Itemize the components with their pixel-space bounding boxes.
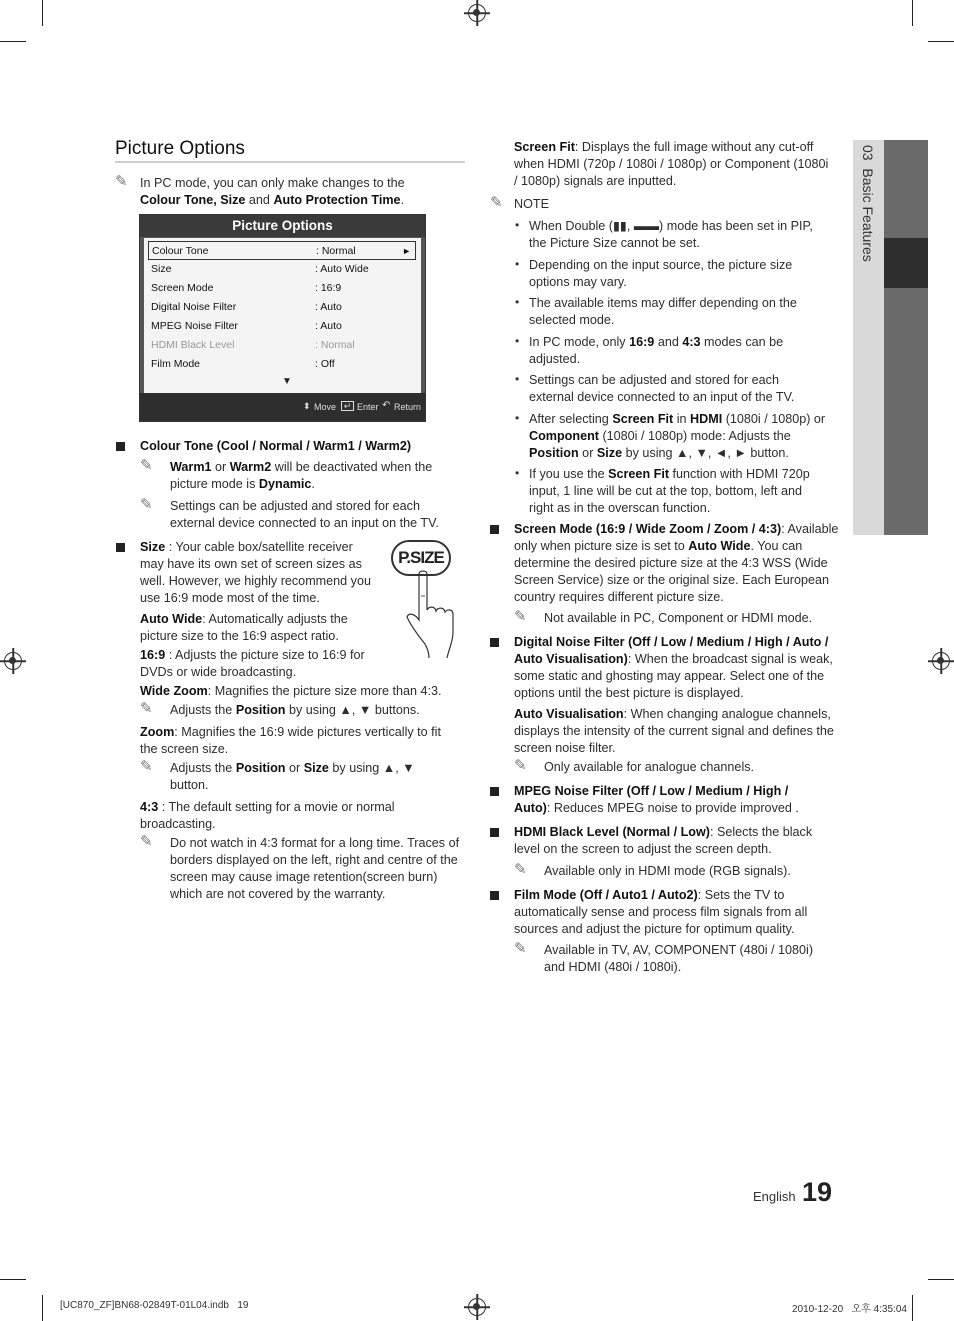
note-icon: ✎ — [514, 608, 527, 625]
note-icon: ✎ — [490, 194, 503, 211]
down-arrow-icon: ▼ — [282, 376, 292, 387]
bullet-square — [490, 828, 499, 837]
osd-row-digital-noise-filter[interactable]: Digital Noise Filter : Auto — [151, 301, 342, 313]
osd-row-film-mode[interactable]: Film Mode : Off — [151, 358, 335, 370]
note-icon: ✎ — [140, 457, 153, 474]
note-icon: ✎ — [115, 173, 128, 190]
auto-visualisation-paragraph: Auto Visualisation: When changing analogue channels, displays the intensity of the current signal and defines the screen noise filter. — [514, 707, 834, 755]
footer-file-name: [UC870_ZF]BN68-02849T-01L04.indb 19 — [60, 1300, 249, 1311]
screen-fit-paragraph: Screen Fit: Displays the full image without any cut-off when HDMI (720p / 1080i / 1080p) or Component (1080i / 1080p) signals are inputted. — [514, 140, 829, 188]
bullet-dot: • — [515, 218, 520, 232]
section-title: Picture Options — [115, 138, 245, 159]
size-paragraph: Size : Your cable box/satellite receiver may have its own set of screen sizes as well. However, we highly recommend you use 16:9 mode most of the time. — [140, 540, 371, 605]
registration-mark-icon — [932, 652, 950, 670]
mpeg-noise-filter-paragraph: MPEG Noise Filter (Off / Low / Medium / High / Auto): Reduces MPEG noise to provide improved . — [514, 784, 799, 815]
osd-menu-list — [144, 238, 421, 393]
bullet-dot: • — [515, 466, 520, 480]
osd-footer — [140, 393, 425, 421]
note-icon: ✎ — [140, 833, 153, 850]
colour-tone-note-1: Warm1 or Warm2 will be deactivated when the picture mode is Dynamic. — [170, 460, 433, 491]
chapter-title: Basic Features — [860, 168, 876, 262]
psize-button-illustration: P.SIZE — [391, 540, 451, 576]
osd-move-label: Move — [314, 402, 337, 412]
right-arrow-icon: ► — [402, 246, 411, 256]
note-bullet-2: Depending on the input source, the picture size options may vary. — [529, 258, 793, 289]
ratio-4-3-paragraph: 4:3 : The default setting for a movie or normal broadcasting. — [140, 800, 395, 831]
note-bullet-7: If you use the Screen Fit function with HDMI 720p input, 1 line will be cut at the top, bottom, left and right as in the overscan function. — [529, 467, 810, 515]
auto-wide-paragraph: Auto Wide: Automatically adjusts the picture size to the 16:9 aspect ratio. — [140, 612, 348, 643]
bullet-square — [490, 525, 499, 534]
title-rule — [115, 161, 465, 163]
hand-pointer-icon — [405, 568, 467, 660]
zoom-paragraph: Zoom: Magnifies the 16:9 wide pictures vertically to fit the screen size. — [140, 725, 441, 756]
footer-timestamp: 2010-12-20 오후 4:35:04 — [792, 1304, 907, 1315]
ratio-4-3-note: Do not watch in 4:3 format for a long time. Traces of borders displayed on the left, right and centre of the screen may cause image retention(screen burn) which are not covered by the warranty. — [170, 836, 460, 901]
crop-mark — [42, 0, 43, 26]
return-icon: ↶ — [382, 400, 391, 411]
film-mode-note: Available in TV, AV, COMPONENT (480i / 1080i) and HDMI (480i / 1080i). — [544, 943, 814, 974]
note-bullet-4: In PC mode, only 16:9 and 4:3 modes can be adjusted. — [529, 335, 784, 366]
film-mode-paragraph: Film Mode (Off / Auto1 / Auto2): Sets the TV to automatically sense and process film signals from all sources and adjust the picture for optimum quality. — [514, 888, 808, 936]
note-label: NOTE — [514, 197, 549, 211]
note-icon: ✎ — [514, 861, 527, 878]
digital-noise-filter-paragraph: Digital Noise Filter (Off / Low / Medium / High / Auto / Auto Visualisation): When the broadcast signal is weak, some static and ghosting may appear. Select one of the options until the best picture is displayed. — [514, 635, 833, 700]
bullet-square — [490, 891, 499, 900]
zoom-note: Adjusts the Position or Size by using ▲, ▼ button. — [170, 761, 415, 792]
enter-icon: ↵ — [341, 401, 354, 411]
note-bullet-3: The available items may differ depending on the selected mode. — [529, 296, 797, 327]
chapter-label — [860, 145, 896, 295]
crop-mark — [42, 1295, 43, 1321]
bullet-dot: • — [515, 334, 520, 348]
ratio-16-9-paragraph: 16:9 : Adjusts the picture size to 16:9 for DVDs or wide broadcasting. — [140, 648, 365, 679]
colour-tone-note-2: Settings can be adjusted and stored for each external device connected to an input on the TV. — [170, 499, 439, 530]
bullet-dot: • — [515, 257, 520, 271]
registration-mark-icon — [4, 652, 22, 670]
note-icon: ✎ — [140, 700, 153, 717]
osd-return-label: Return — [394, 402, 422, 412]
note-bullet-1: When Double (▮▮, ▬▬) mode has been set in PIP, the Picture Size cannot be set. — [529, 219, 813, 250]
screen-mode-note: Not available in PC, Component or HDMI mode. — [544, 611, 813, 625]
bullet-square — [490, 638, 499, 647]
wide-zoom-note: Adjusts the Position by using ▲, ▼ buttons. — [170, 703, 420, 717]
footer-language: English — [753, 1189, 796, 1204]
osd-enter-label: Enter — [357, 402, 379, 412]
bullet-square — [116, 442, 125, 451]
screen-mode-paragraph: Screen Mode (16:9 / Wide Zoom / Zoom / 4:3): Available only when picture size is set to Auto Wide. You can determine the desired picture size at the 4:3 WSS (Wide Screen Service) size or the original size. Each European country requires different picture size. — [514, 522, 839, 604]
bullet-dot: • — [515, 372, 520, 386]
crop-mark — [912, 0, 913, 26]
note-icon: ✎ — [514, 757, 527, 774]
note-bullet-5: Settings can be adjusted and stored for each external device connected to an input of the TV. — [529, 373, 795, 404]
registration-mark-icon — [468, 1298, 486, 1316]
note-icon: ✎ — [140, 758, 153, 775]
crop-mark — [0, 41, 26, 42]
osd-row-size[interactable]: Size : Auto Wide — [151, 263, 369, 275]
osd-title: Picture Options — [140, 215, 425, 237]
note-bullet-6: After selecting Screen Fit in HDMI (1080i / 1080p) or Component (1080i / 1080p) mode: Adjusts the Position or Size by using ▲, ▼, ◄, ► button. — [529, 412, 826, 460]
bullet-dot: • — [515, 295, 520, 309]
osd-row-mpeg-noise-filter[interactable]: MPEG Noise Filter : Auto — [151, 320, 342, 332]
move-icon: ⬍ — [303, 401, 311, 411]
crop-mark — [928, 41, 954, 42]
osd-row-hdmi-black-level: HDMI Black Level : Normal — [151, 339, 355, 351]
bullet-square — [490, 787, 499, 796]
note-icon: ✎ — [140, 496, 153, 513]
bullet-dot: • — [515, 411, 520, 425]
crop-mark — [0, 1279, 26, 1280]
osd-row-colour-tone[interactable]: Colour Tone : Normal ► — [148, 241, 416, 260]
colour-tone-heading: Colour Tone (Cool / Normal / Warm1 / Warm2) — [140, 439, 412, 453]
hdmi-black-level-paragraph: HDMI Black Level (Normal / Low): Selects the black level on the screen to adjust the screen depth. — [514, 825, 813, 856]
wide-zoom-paragraph: Wide Zoom: Magnifies the picture size more than 4:3. — [140, 684, 442, 698]
dnf-note: Only available for analogue channels. — [544, 760, 755, 774]
picture-options-osd — [139, 214, 426, 422]
crop-mark — [912, 1295, 913, 1321]
bullet-square — [116, 543, 125, 552]
page-number: 19 — [802, 1177, 833, 1207]
note-icon: ✎ — [514, 940, 527, 957]
hdmi-note: Available only in HDMI mode (RGB signals). — [544, 864, 791, 878]
osd-row-screen-mode[interactable]: Screen Mode : 16:9 — [151, 282, 342, 294]
chapter-number: 03 — [860, 145, 876, 161]
intro-note: In PC mode, you can only make changes to the Colour Tone, Size and Auto Protection Time. — [140, 176, 405, 207]
crop-mark — [928, 1279, 954, 1280]
registration-mark-icon — [468, 4, 486, 22]
